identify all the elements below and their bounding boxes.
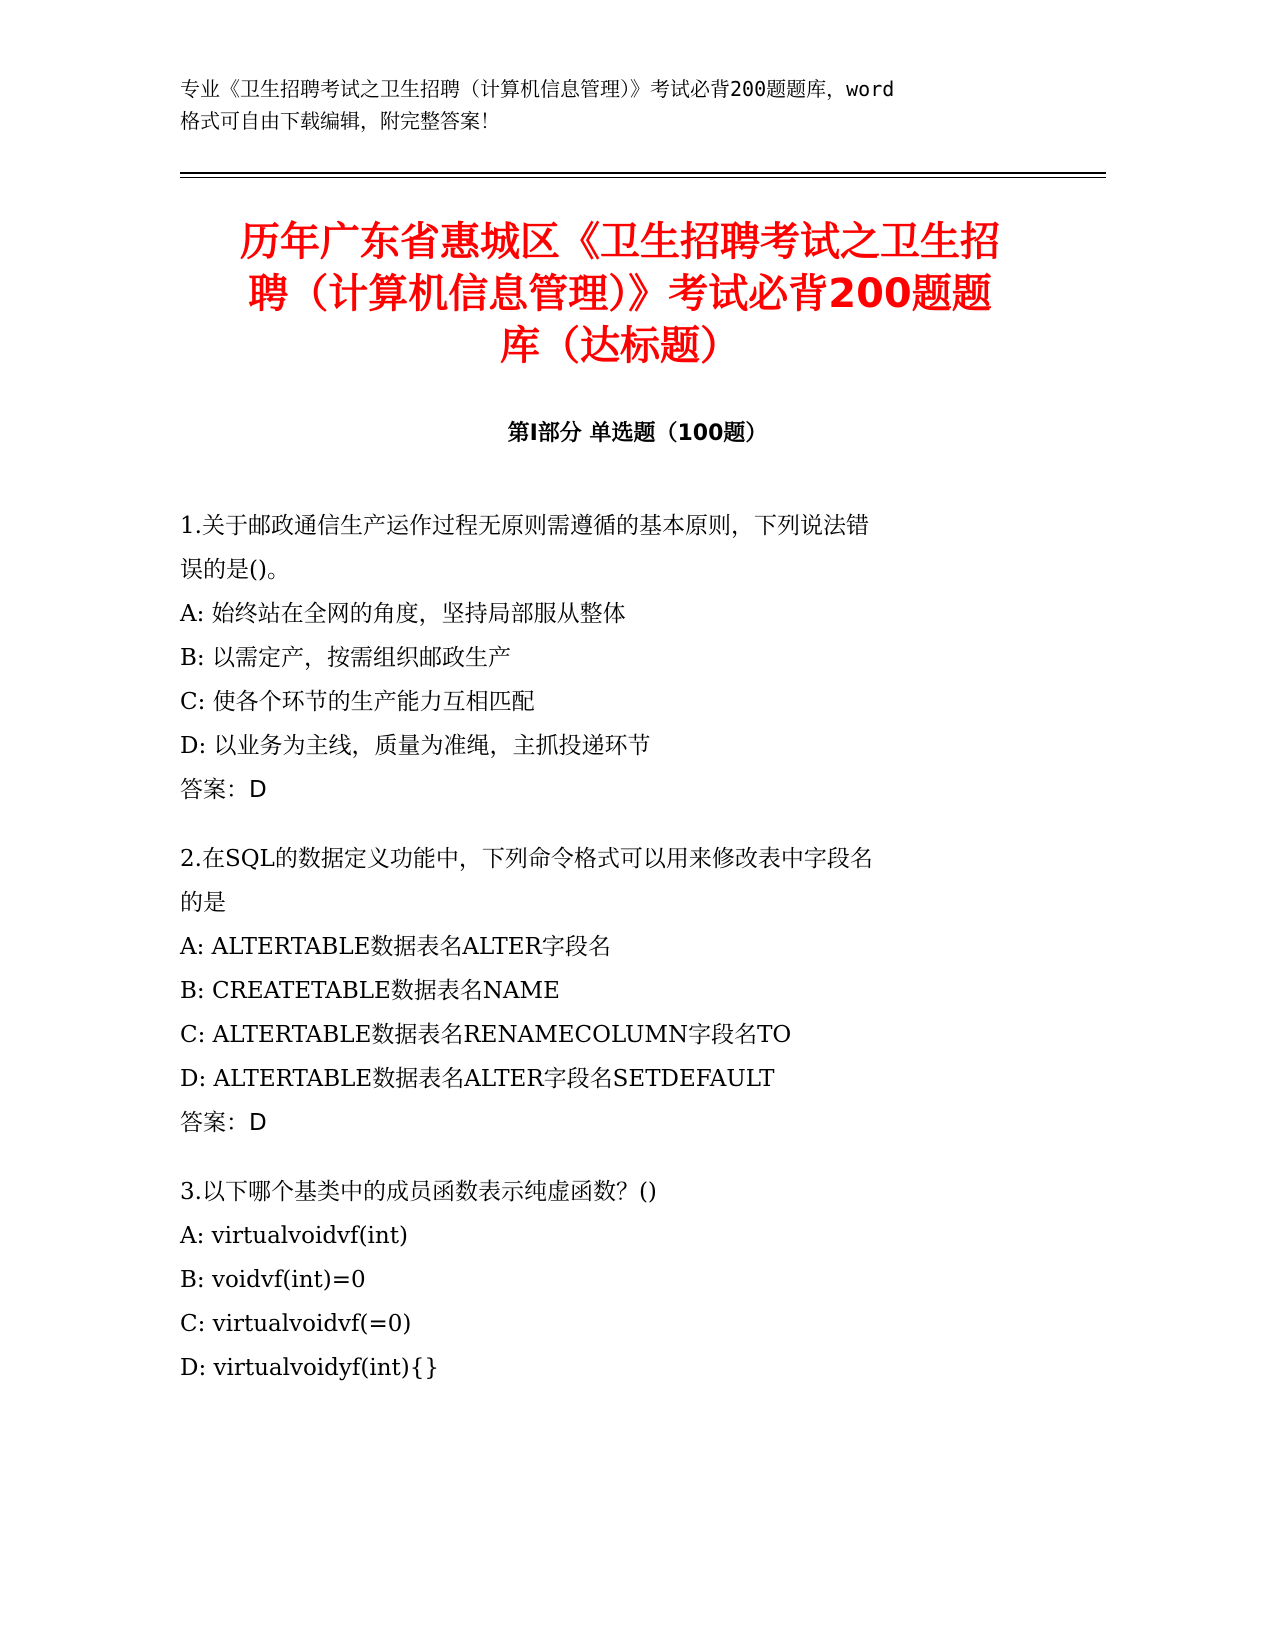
question-list (180, 504, 1060, 1415)
option-d: D: ALTERTABLE数据表名ALTER字段名SETDEFAULT (180, 1066, 775, 1092)
question-stem-line: 1.关于邮政通信生产运作过程无原则需遵循的基本原则，下列说法错 (180, 513, 869, 539)
question-stem-line: 3.以下哪个基类中的成员函数表示纯虚函数？() (180, 1179, 657, 1205)
question-stem-line: 误的是()。 (180, 557, 290, 583)
question-2 (180, 837, 1060, 1145)
question-3 (180, 1170, 1060, 1390)
option-c: C: virtualvoidvf(=0) (180, 1311, 412, 1337)
answer-line: 答案：D (180, 1110, 267, 1136)
question-stem-line: 的是 (180, 890, 226, 916)
document-title-line-1: 历年广东省惠城区《卫生招聘考试之卫生招 (240, 219, 1000, 265)
answer-line: 答案：D (180, 777, 267, 803)
document-title-line-3: 库（达标题） (500, 323, 740, 369)
option-c: C: 使各个环节的生产能力互相匹配 (180, 689, 535, 715)
question-1 (180, 504, 1060, 812)
option-b: B: voidvf(int)=0 (180, 1267, 366, 1293)
option-a: A: virtualvoidvf(int) (180, 1223, 408, 1249)
document-title-line-2: 聘（计算机信息管理）》考试必背200题题 (248, 271, 992, 317)
option-d: D: virtualvoidyf(int){} (180, 1355, 440, 1381)
option-b: B: 以需定产，按需组织邮政生产 (180, 645, 511, 671)
section-heading: 第I部分 单选题（100题） (507, 421, 768, 446)
option-a: A: 始终站在全网的角度，坚持局部服从整体 (180, 601, 626, 627)
option-a: A: ALTERTABLE数据表名ALTER字段名 (180, 934, 611, 960)
option-b: B: CREATETABLE数据表名NAME (180, 978, 560, 1004)
header-divider-thick (180, 172, 1106, 174)
option-c: C: ALTERTABLE数据表名RENAMECOLUMN字段名TO (180, 1022, 792, 1048)
document-title (180, 216, 1060, 372)
option-d: D: 以业务为主线，质量为准绳，主抓投递环节 (180, 733, 651, 759)
header-note-line-2: 格式可自由下载编辑，附完整答案！ (180, 109, 500, 133)
header-note-line-1: 专业《卫生招聘考试之卫生招聘（计算机信息管理）》考试必背200题题库，word (180, 77, 895, 101)
question-stem-line: 2.在SQL的数据定义功能中，下列命令格式可以用来修改表中字段名 (180, 846, 873, 872)
header-divider-thin (180, 177, 1106, 178)
header-note (180, 73, 1060, 137)
